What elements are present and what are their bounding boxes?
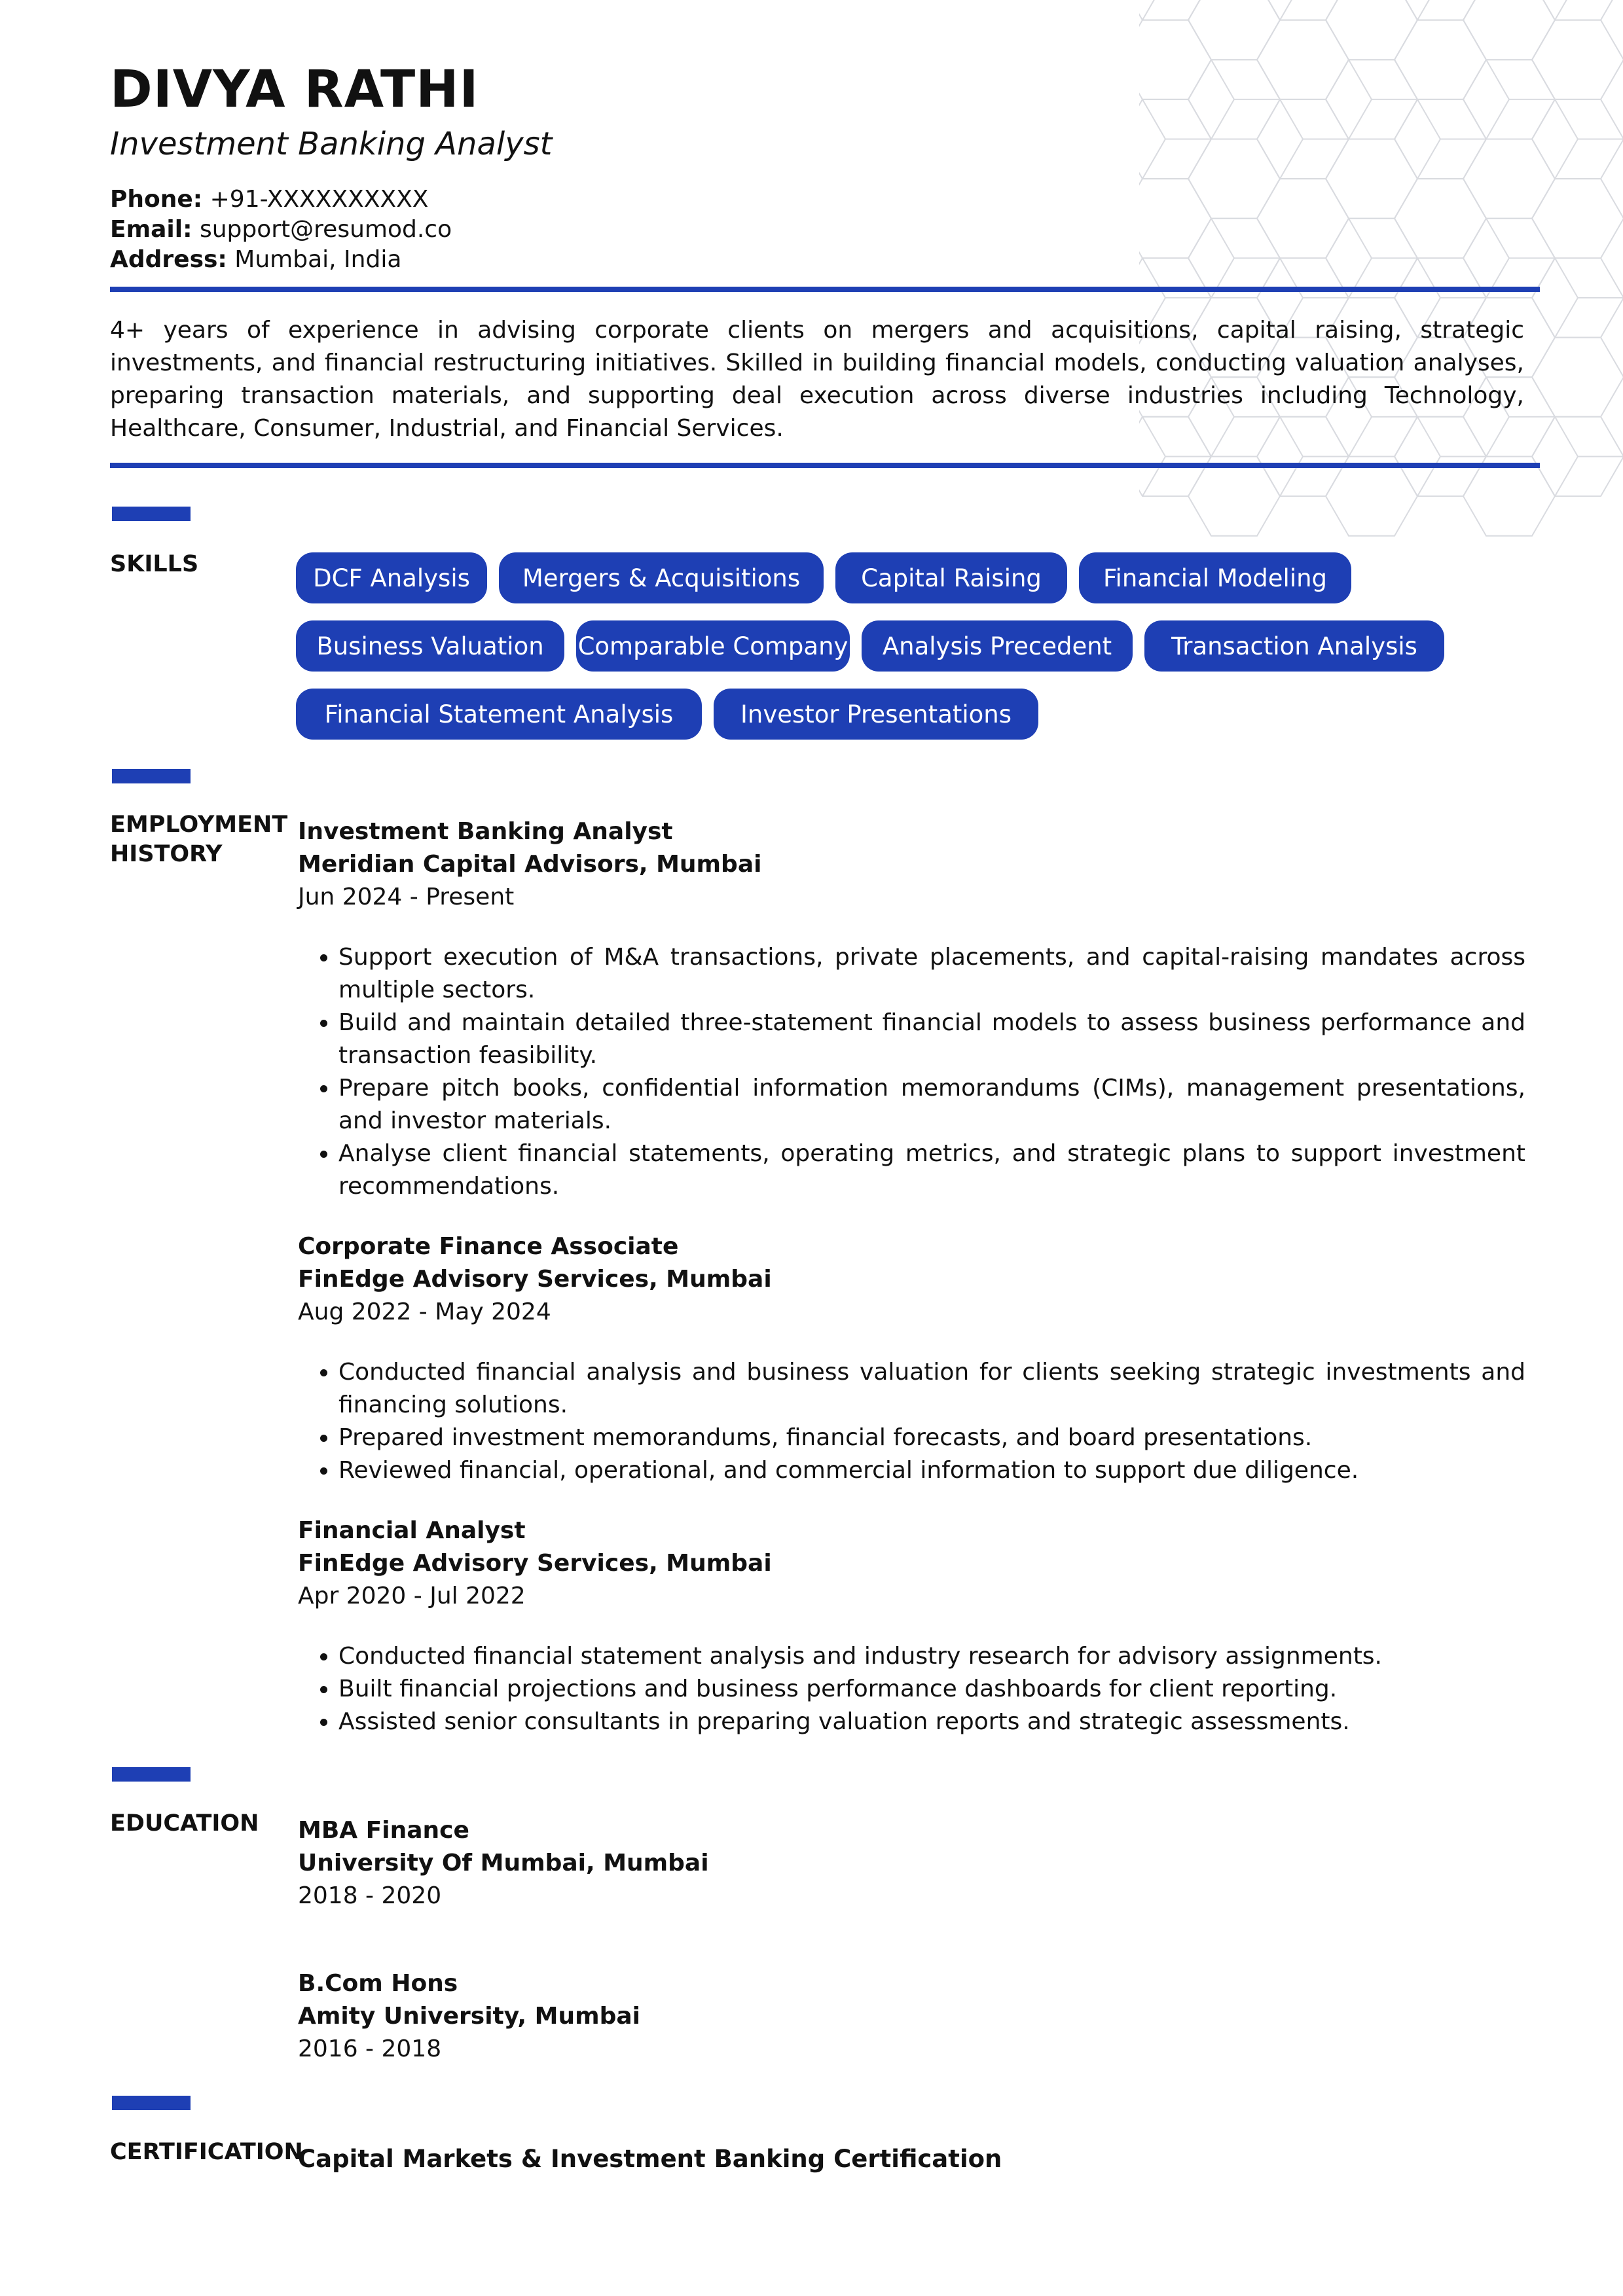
job-entry (298, 1515, 1525, 1738)
skills-heading: SKILLS (110, 551, 199, 577)
hexagon-edge (1280, 0, 1303, 20)
employment-section-marker (112, 769, 191, 783)
hexagon-edge (1417, 99, 1440, 139)
certification-section-marker (112, 2096, 191, 2110)
job-company: Meridian Capital Advisors, Mumbai (298, 851, 762, 878)
education-entry (298, 1967, 1525, 2066)
certification-heading: CERTIFICATION (110, 2139, 303, 2165)
contact-phone (110, 185, 452, 215)
job-responsibilities (298, 1640, 1525, 1738)
job-title: Corporate Finance Associate (298, 1233, 679, 1260)
hexagon-edge (1555, 0, 1578, 20)
job-dates: Jun 2024 - Present (298, 884, 515, 910)
skill-chip: Transaction Analysis (1144, 620, 1444, 672)
education-dates: 2018 - 2020 (298, 1882, 442, 1909)
hexagon-shape (1188, 139, 1280, 219)
responsibility-item: • Analyse client financial statements, operating metrics, and strategic plans to support investment recommendations. (338, 1138, 1525, 1203)
hexagon-shape (1139, 179, 1211, 258)
candidate-title: Investment Banking Analyst (110, 126, 553, 162)
skill-chip: Financial Modeling (1079, 552, 1351, 603)
skills-row (296, 552, 1540, 603)
hexagon-edge (1211, 60, 1234, 99)
employment-heading: EMPLOYMENT HISTORY (110, 812, 288, 867)
responsibility-item: • Build and maintain detailed three-statement financial models to assess business performance and transaction feasibility. (338, 1007, 1525, 1072)
hexagon-edge (1142, 99, 1165, 139)
hexagon-edge (1417, 139, 1440, 179)
hexagon-shape (1532, 0, 1623, 20)
hexagon-edge (1486, 219, 1509, 259)
job-responsibilities (298, 941, 1525, 1203)
job-responsibilities (298, 1356, 1525, 1487)
responsibility-item: • Prepare pitch books, confidential information memorandums (CIMs), management presentations, and investor materials. (338, 1072, 1525, 1138)
contact-address (110, 245, 452, 275)
hexagon-shape (1139, 20, 1211, 99)
hexagon-edge (1211, 219, 1234, 259)
school: Amity University, Mumbai (298, 2003, 640, 2030)
job-dates: Apr 2020 - Jul 2022 (298, 1583, 526, 1609)
education-list (298, 1814, 1525, 2121)
hexagon-edge (1555, 456, 1578, 496)
hexagon-edge (1349, 60, 1372, 99)
school: University Of Mumbai, Mumbai (298, 1850, 709, 1876)
skill-chip: Mergers & Acquisitions (499, 552, 824, 603)
responsibility-item: • Reviewed financial, operational, and commercial information to support due diligence. (338, 1454, 1525, 1487)
responsibility-item: • Support execution of M&A transactions, private placements, and capital-raising mandates across multiple sectors. (338, 941, 1525, 1007)
job-entry (298, 1230, 1525, 1487)
hexagon-edge (1486, 60, 1509, 99)
contact-info (110, 185, 452, 275)
contact-phone-value: +91-XXXXXXXXXX (210, 186, 429, 213)
job-entry (298, 816, 1525, 1203)
job-company: FinEdge Advisory Services, Mumbai (298, 1266, 772, 1293)
hexagon-shape (1326, 139, 1417, 219)
hexagon-edge (1349, 219, 1372, 259)
hexagon-shape (1395, 179, 1486, 258)
skill-chip: Comparable Company (576, 620, 850, 672)
certification-name: Capital Markets & Investment Banking Certification (298, 2145, 1002, 2173)
contact-address-value: Mumbai, India (234, 246, 402, 273)
education-entry (298, 1814, 1525, 1912)
job-title: Financial Analyst (298, 1517, 526, 1544)
hexagon-shape (1188, 457, 1280, 536)
education-heading: EDUCATION (110, 1810, 259, 1837)
hexagon-shape (1532, 179, 1623, 258)
hexagon-edge (1555, 258, 1578, 298)
hexagon-edge (1555, 417, 1578, 457)
hexagon-shape (1139, 0, 1211, 20)
education-dates: 2016 - 2018 (298, 2036, 442, 2062)
hexagon-edge (1280, 139, 1303, 179)
hexagon-shape (1326, 457, 1417, 536)
header-divider (110, 287, 1540, 292)
degree: MBA Finance (298, 1817, 469, 1844)
hexagon-edge (1555, 139, 1578, 179)
skill-chip: Analysis Precedent (862, 620, 1133, 672)
contact-phone-label: Phone: (110, 186, 203, 213)
hexagon-edge (1280, 99, 1303, 139)
job-dates: Aug 2022 - May 2024 (298, 1299, 551, 1325)
hexagon-edge (1349, 99, 1372, 139)
hexagon-shape (1463, 139, 1555, 219)
hexagon-edge (1486, 99, 1509, 139)
hexagon-shape (1257, 179, 1349, 258)
job-company: FinEdge Advisory Services, Mumbai (298, 1550, 772, 1577)
skills-section-marker (112, 507, 191, 521)
hexagon-edge (1142, 139, 1165, 179)
employment-list (298, 816, 1525, 1766)
responsibility-item: • Built financial projections and business performance dashboards for client reporting. (338, 1673, 1525, 1706)
hexagon-shape (1257, 20, 1349, 99)
contact-email-value: support@resumod.co (199, 216, 452, 243)
skills-list (296, 552, 1540, 757)
hexagon-edge (1142, 0, 1165, 20)
responsibility-item: • Conducted financial statement analysis and industry research for advisory assignments. (338, 1640, 1525, 1673)
skills-row (296, 689, 1540, 740)
responsibility-item: • Assisted senior consultants in preparing valuation reports and strategic assessments. (338, 1706, 1525, 1738)
candidate-name: DIVYA RATHI (110, 60, 479, 119)
hexagon-edge (1555, 99, 1578, 139)
contact-email (110, 215, 452, 245)
contact-email-label: Email: (110, 216, 192, 243)
skill-chip: Financial Statement Analysis (296, 689, 702, 740)
hexagon-shape (1395, 20, 1486, 99)
education-section-marker (112, 1767, 191, 1782)
job-title: Investment Banking Analyst (298, 818, 673, 845)
summary-divider (110, 463, 1540, 468)
hexagon-shape (1532, 338, 1623, 417)
contact-address-label: Address: (110, 246, 227, 273)
skill-chip: Business Valuation (296, 620, 564, 672)
skills-row (296, 620, 1540, 672)
hexagon-shape (1188, 0, 1280, 60)
skill-chip: Capital Raising (835, 552, 1067, 603)
hexagon-shape (1326, 0, 1417, 60)
responsibility-item: • Prepared investment memorandums, financial forecasts, and board presentations. (338, 1422, 1525, 1454)
skill-chip: Investor Presentations (714, 689, 1038, 740)
responsibility-item: • Conducted financial analysis and business valuation for clients seeking strategic investments and financing solutions. (338, 1356, 1525, 1422)
professional-summary: 4+ years of experience in advising corporate clients on mergers and acquisitions, capital raising, strategic investments, and financial restructuring initiatives. Skilled in building financial models, conducting valuation analyses, preparing transaction materials, and supporting deal execution across diverse industries including Technology, Healthcare, Consumer, Industrial, and Financial Services. (110, 317, 1524, 442)
hexagon-pattern-decoration (1139, 0, 1623, 563)
degree: B.Com Hons (298, 1970, 458, 1997)
hexagon-edge (1555, 298, 1578, 338)
hexagon-edge (1417, 0, 1440, 20)
hexagon-shape (1463, 457, 1555, 536)
hexagon-edge (1211, 99, 1234, 139)
skill-chip: DCF Analysis (296, 552, 487, 603)
hexagon-shape (1463, 0, 1555, 60)
hexagon-shape (1532, 20, 1623, 99)
